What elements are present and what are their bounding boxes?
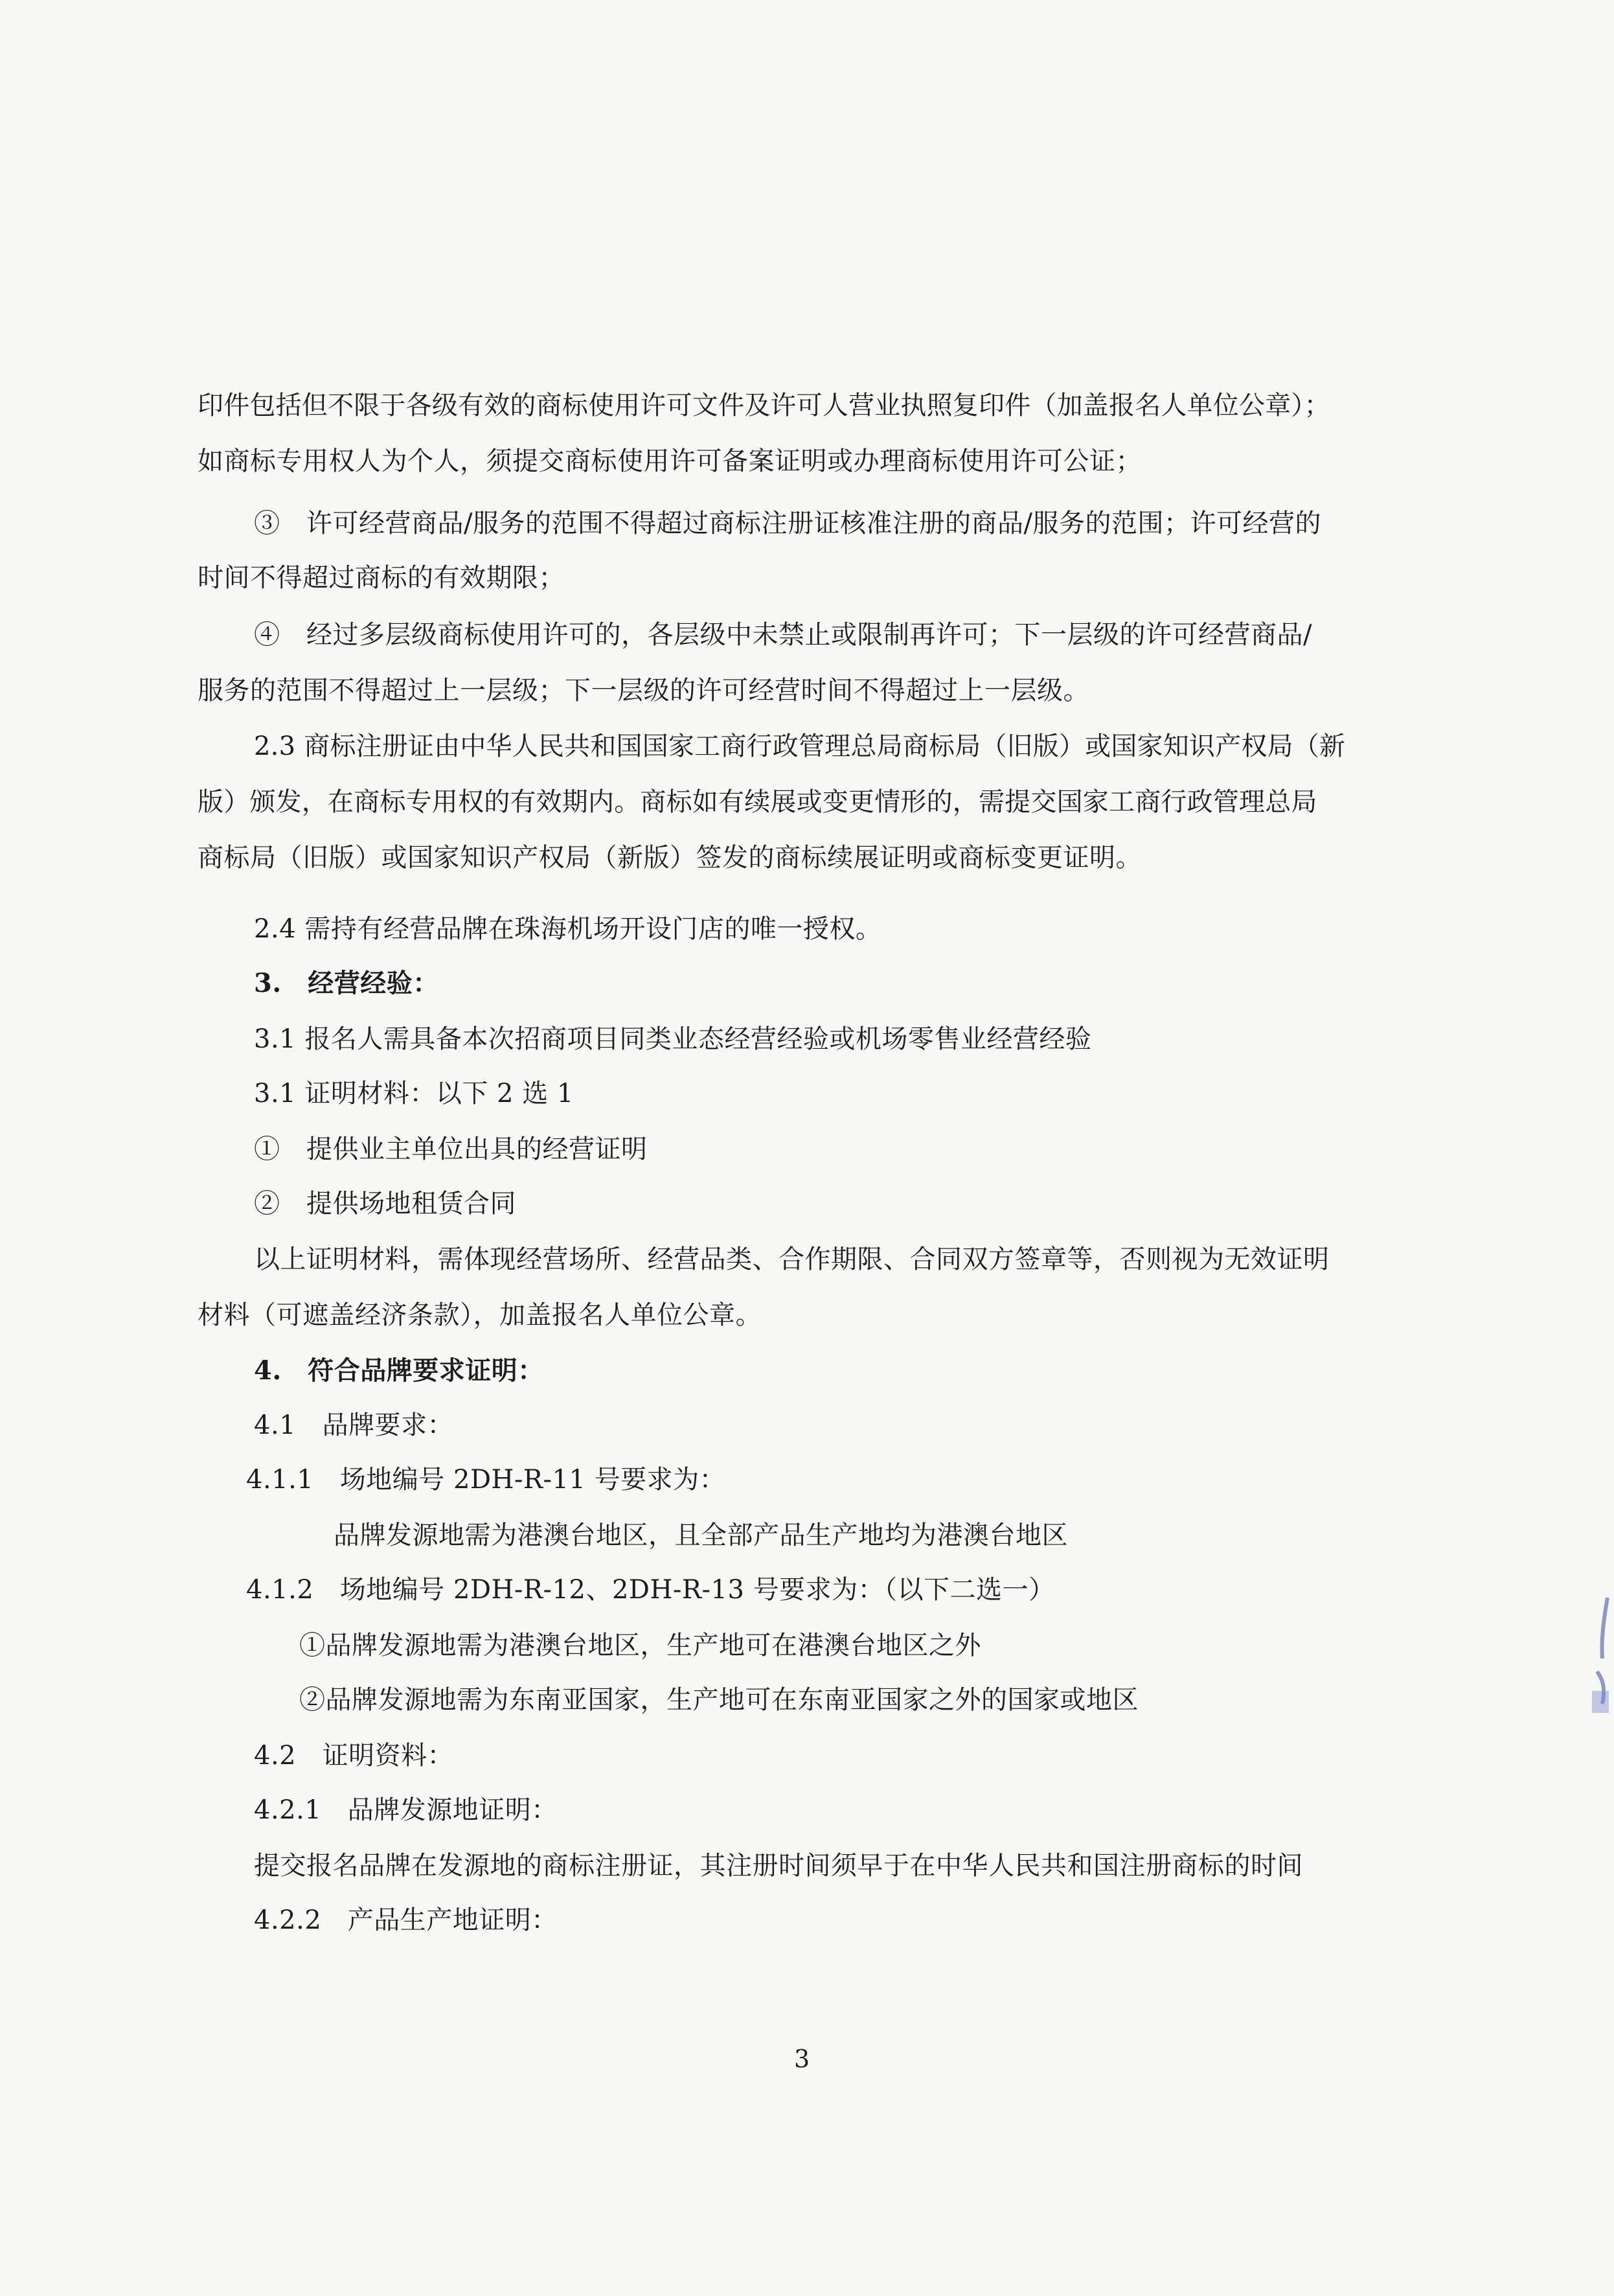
text-line: 提交报名品牌在发源地的商标注册证，其注册时间须早于在中华人民共和国注册商标的时间 <box>254 1851 1303 1881</box>
text-line: 2.3 商标注册证由中华人民共和国国家工商行政管理总局商标局（旧版）或国家知识产权局（新 <box>254 731 1346 761</box>
text-line: ②品牌发源地需为东南亚国家，生产地可在东南亚国家之外的国家或地区 <box>299 1685 1139 1715</box>
text-line: ③ 许可经营商品/服务的范围不得超过商标注册证核准注册的商品/服务的范围；许可经营的 <box>254 509 1321 538</box>
text-line: 4.2.2 产品生产地证明： <box>254 1905 558 1935</box>
text-line: 以上证明材料，需体现经营场所、经营品类、合作期限、合同双方签章等，否则视为无效证明 <box>254 1245 1330 1274</box>
text-line: 3.1 报名人需具备本次招商项目同类业态经营经验或机场零售业经营经验 <box>254 1024 1092 1054</box>
text-line: 印件包括但不限于各级有效的商标使用许可文件及许可人营业执照复印件（加盖报名人单位公章）； <box>198 391 1330 420</box>
text-line: ② 提供场地租赁合同 <box>254 1189 516 1219</box>
text-line: 时间不得超过商标的有效期限； <box>198 563 565 593</box>
text-line: 4.2 证明资料： <box>254 1741 454 1771</box>
text-line: 品牌发源地需为港澳台地区，且全部产品生产地均为港澳台地区 <box>334 1521 1068 1550</box>
text-line: 2.4 需持有经营品牌在珠海机场开设门店的唯一授权。 <box>254 914 882 944</box>
text-line: 4.1.2 场地编号 2DH-R-12、2DH-R-13 号要求为：（以下二选一） <box>246 1575 1055 1605</box>
seal-edge-mark <box>1588 1594 1614 1723</box>
text-line: 材料（可遮盖经济条款），加盖报名人单位公章。 <box>198 1300 762 1330</box>
text-line: 服务的范围不得超过上一层级；下一层级的许可经营时间不得超过上一层级。 <box>198 676 1089 706</box>
text-line: 如商标专用权人为个人，须提交商标使用许可备案证明或办理商标使用许可公证； <box>198 446 1142 476</box>
text-line: ① 提供业主单位出具的经营证明 <box>254 1134 648 1164</box>
section-heading: 4. 符合品牌要求证明： <box>254 1355 544 1386</box>
text-line: ④ 经过多层级商标使用许可的，各层级中未禁止或限制再许可；下一层级的许可经营商品/ <box>254 620 1312 650</box>
text-line: 3.1 证明材料：以下 2 选 1 <box>254 1079 574 1108</box>
text-line: 4.2.1 品牌发源地证明： <box>254 1795 558 1825</box>
page-number: 3 <box>794 2045 810 2073</box>
text-line: 商标局（旧版）或国家知识产权局（新版）签发的商标续展证明或商标变更证明。 <box>198 843 1142 873</box>
text-line: 版）颁发，在商标专用权的有效期内。商标如有续展或变更情形的，需提交国家工商行政管理总局 <box>198 787 1317 817</box>
section-heading: 3. 经营经验： <box>254 968 439 998</box>
text-line: ①品牌发源地需为港澳台地区，生产地可在港澳台地区之外 <box>299 1631 981 1660</box>
text-line: 4.1.1 场地编号 2DH-R-11 号要求为： <box>246 1465 726 1495</box>
text-line: 4.1 品牌要求： <box>254 1410 454 1440</box>
